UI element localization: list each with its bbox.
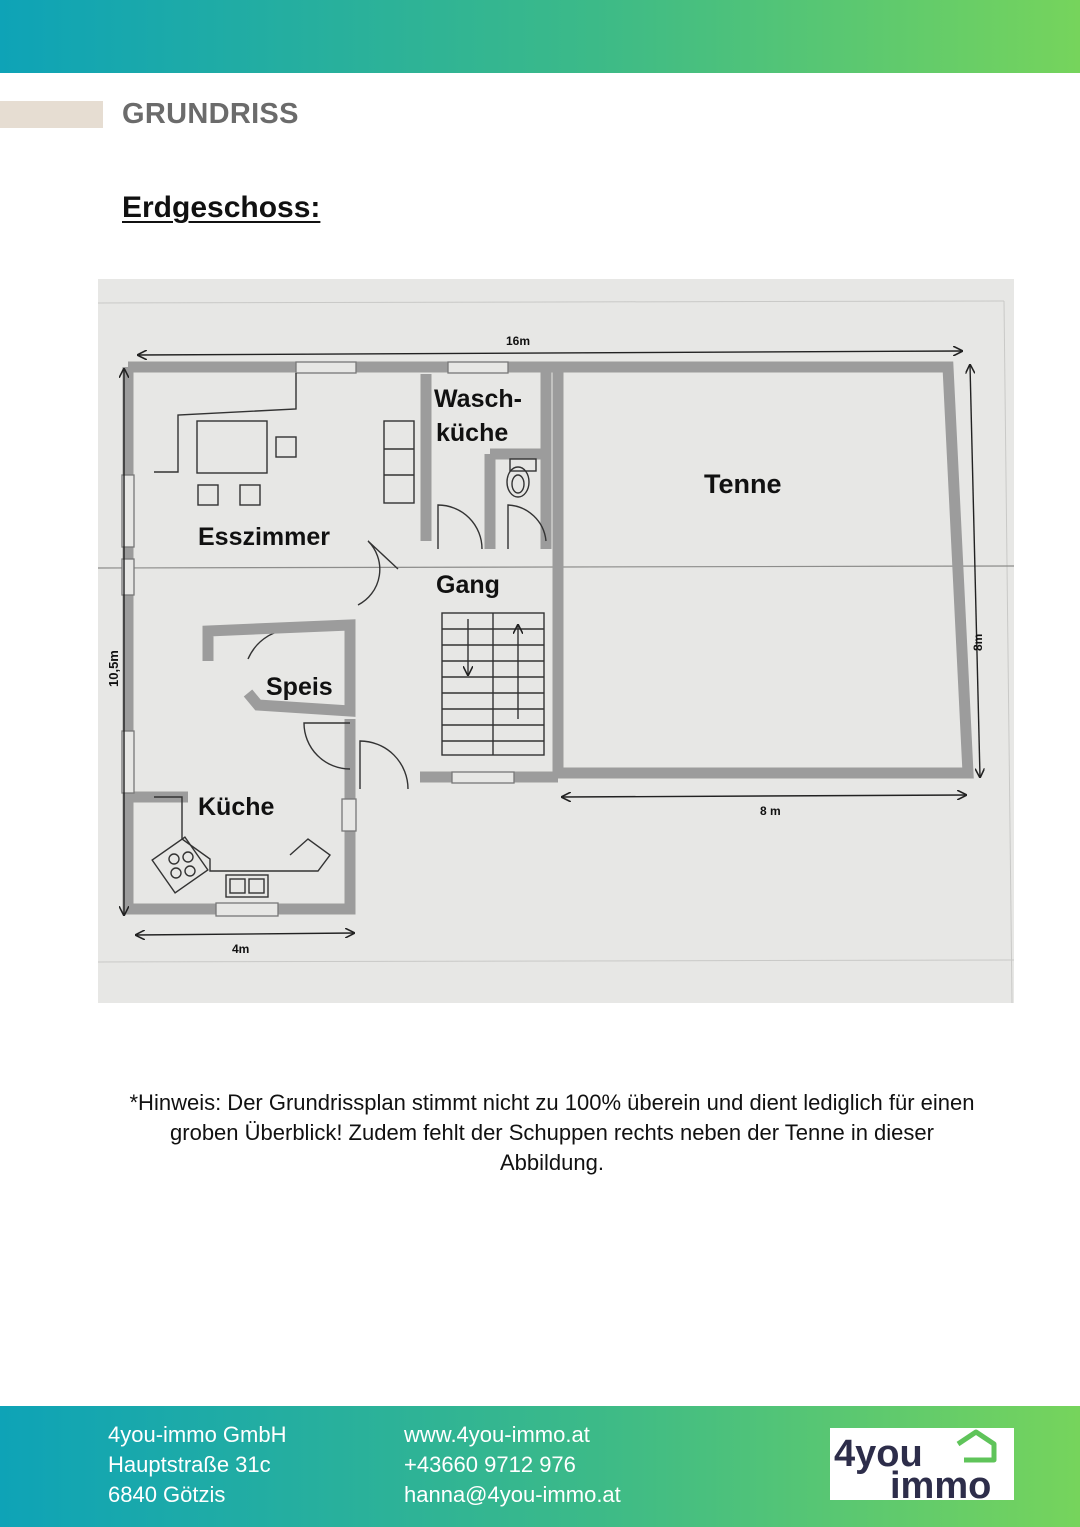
floor-title: Erdgeschoss: — [122, 191, 321, 224]
footer-email[interactable]: hanna@4you-immo.at — [404, 1482, 621, 1507]
footer-contact — [404, 1420, 621, 1510]
company-logo — [830, 1428, 1014, 1500]
footer-phone[interactable]: +43660 9712 976 — [404, 1452, 576, 1477]
room-label-waschkueche-1: Wasch- — [434, 385, 522, 413]
room-label-esszimmer: Esszimmer — [198, 523, 331, 551]
floor-plan-image — [98, 279, 1014, 1003]
house-outline-icon — [958, 1432, 994, 1460]
top-gradient-bar — [0, 0, 1080, 73]
logo-text-4you: 4you — [834, 1433, 923, 1475]
footer-street: Hauptstraße 31c — [108, 1452, 271, 1477]
room-label-kueche: Küche — [198, 793, 275, 821]
dimension-label-right: 8m — [971, 633, 985, 651]
footer-address — [108, 1420, 286, 1510]
room-label-waschkueche-2: küche — [436, 419, 509, 447]
disclaimer-note — [80, 1088, 1024, 1178]
note-line-1: *Hinweis: Der Grundrissplan stimmt nicht zu 100% überein und dient lediglich für einen — [129, 1090, 975, 1115]
room-label-gang: Gang — [436, 571, 500, 599]
dimension-label-tenne: 8 m — [760, 804, 781, 818]
section-title: GRUNDRISS — [122, 98, 299, 130]
dimension-label-left: 10,5m — [106, 650, 121, 687]
footer-city: 6840 Götzis — [108, 1482, 226, 1507]
room-label-tenne: Tenne — [704, 469, 782, 499]
section-accent-bar — [0, 101, 103, 128]
logo-text-immo: immo — [890, 1465, 992, 1500]
dimension-label-top: 16m — [506, 334, 531, 348]
note-line-3: Abbildung. — [500, 1150, 604, 1175]
footer-company: 4you-immo GmbH — [108, 1422, 287, 1447]
dimension-label-kitchen: 4m — [232, 942, 250, 956]
footer-website[interactable]: www.4you-immo.at — [404, 1422, 590, 1447]
room-label-speis: Speis — [266, 673, 333, 701]
note-line-2: groben Überblick! Zudem fehlt der Schuppen rechts neben der Tenne in dieser — [170, 1120, 934, 1145]
